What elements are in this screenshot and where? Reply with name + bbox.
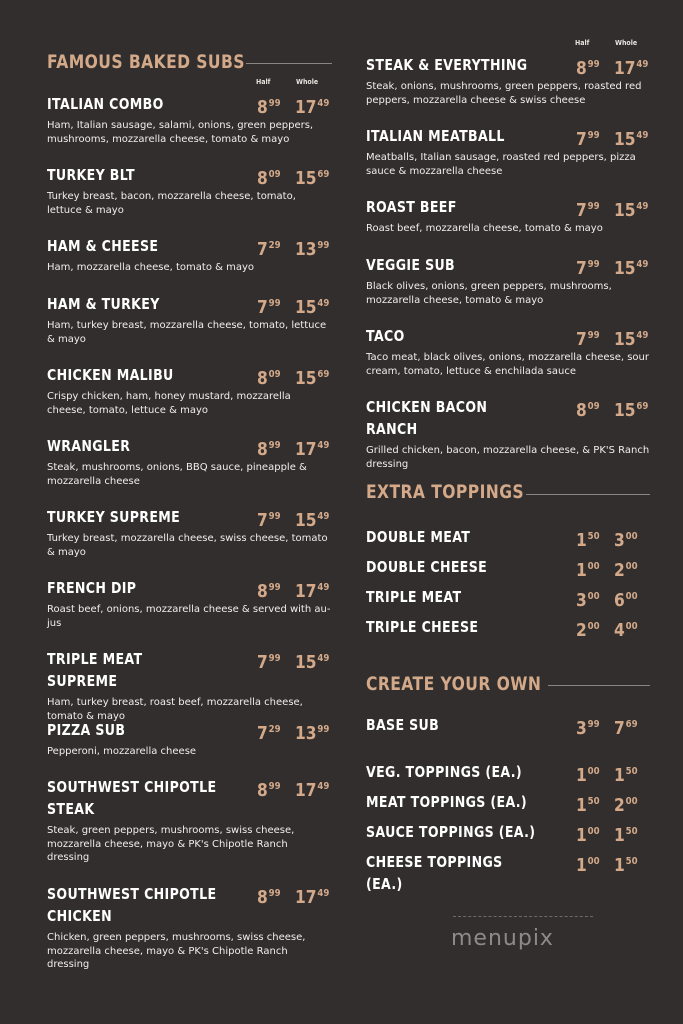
topping-item [366,616,656,640]
item-name: TRIPLE MEAT SUPREME [47,650,143,690]
item-name: VEG. TOPPINGS (EA.) [366,763,522,781]
item-description: Ham, Italian sausage, salami, onions, green peppers, mushrooms, mozzarella cheese, tomato & mayo [47,120,314,145]
item-description: Steak, mushrooms, onions, BBQ sauce, pineapple & mozzarella cheese [47,462,307,487]
price: $8^{99}$ [576,58,600,79]
item-name: FRENCH DIP [47,579,137,597]
menu-item [47,93,337,146]
price: $3^{00}$ [576,590,600,611]
menu-item [47,293,337,346]
menu-item [366,325,656,378]
price: $8^{09}$ [257,368,281,389]
topping-item [366,821,656,845]
section-divider [548,685,650,686]
menu-item [366,196,656,236]
watermark-text: menupix [451,926,554,951]
menu-item [366,125,656,178]
price: $15^{69}$ [614,400,649,421]
section-divider [246,63,332,64]
price: $1^{00}$ [576,765,600,786]
item-name: CHEESE TOPPINGS (EA.) [366,853,503,893]
item-description: Turkey breast, mozzarella cheese, swiss cheese, tomato & mayo [47,533,328,558]
price: $8^{99}$ [257,439,281,460]
item-name: VEGGIE SUB [366,256,456,274]
item-name: CHICKEN MALIBU [47,366,174,384]
price: $7^{99}$ [257,652,281,673]
price: $8^{99}$ [257,780,281,801]
item-description: Chicken, green peppers, mushrooms, swiss cheese, mozzarella cheese, mayo & PK's Chipotle Ranch dressing [47,932,306,970]
menu-item [47,719,337,759]
price: $7^{29}$ [257,723,281,744]
topping-item [366,556,656,580]
price: $15^{49}$ [614,258,649,279]
price: $2^{00}$ [614,795,638,816]
menu-item [47,235,337,275]
price: $15^{49}$ [614,200,649,221]
menu-item [47,435,337,488]
price: $1^{00}$ [576,560,600,581]
price: $17^{49}$ [295,581,330,602]
price: $4^{00}$ [614,620,638,641]
price: $6^{00}$ [614,590,638,611]
item-name: ROAST BEEF [366,198,457,216]
item-description: Pepperoni, mozzarella cheese [47,746,197,757]
item-description: Steak, onions, mushrooms, green peppers, roasted red peppers, mozzarella cheese & swiss cheese [366,81,642,106]
menu-item [366,254,656,307]
price: $7^{69}$ [614,718,638,739]
topping-item [366,714,656,738]
item-description: Taco meat, black olives, onions, mozzarella cheese, sour cream, tomato, lettuce & enchilada sauce [366,352,649,377]
item-name: DOUBLE MEAT [366,528,471,546]
menu-item [47,506,337,559]
half-header-right: Half [575,39,590,47]
item-name: SOUTHWEST CHIPOTLE CHICKEN [47,885,217,925]
topping-item [366,791,656,815]
item-description: Ham, mozzarella cheese, tomato & mayo [47,262,255,273]
price: $15^{49}$ [614,129,649,150]
price: $8^{99}$ [257,887,281,908]
menu-item [366,54,656,107]
section-title-create-your-own: CREATE YOUR OWN [366,673,542,695]
price: $13^{99}$ [295,723,330,744]
price: $1^{00}$ [576,855,600,876]
price: $1^{50}$ [614,855,638,876]
item-name: SOUTHWEST CHIPOTLE STEAK [47,778,217,818]
menu-item [47,648,337,723]
menu-item [47,883,337,972]
price: $17^{49}$ [295,887,330,908]
topping-item [366,586,656,610]
item-name: ITALIAN MEATBALL [366,127,505,145]
item-name: TURKEY BLT [47,166,135,184]
price: $15^{49}$ [295,652,330,673]
whole-header: Whole [296,78,319,86]
menu-item [47,364,337,417]
item-name: ITALIAN COMBO [47,95,164,113]
item-name: DOUBLE CHEESE [366,558,488,576]
menu-item [47,776,337,865]
item-name: MEAT TOPPINGS (EA.) [366,793,528,811]
price: $15^{69}$ [295,168,330,189]
price: $2^{00}$ [614,560,638,581]
whole-header-right: Whole [615,39,638,47]
price: $13^{99}$ [295,239,330,260]
item-description: Roast beef, onions, mozzarella cheese & served with au-jus [47,604,331,629]
price: $7^{99}$ [576,258,600,279]
item-name: CHICKEN BACON RANCH [366,398,488,438]
item-description: Steak, green peppers, mushrooms, swiss cheese, mozzarella cheese, mayo & PK's Chipotle Ranch dressing [47,825,295,863]
price: $1^{50}$ [614,765,638,786]
topping-item [366,526,656,550]
item-description: Grilled chicken, bacon, mozzarella cheese, & PK'S Ranch dressing [366,445,650,470]
price: $8^{09}$ [576,400,600,421]
menupix-watermark [443,916,623,976]
price: $7^{99}$ [576,200,600,221]
menu-item [47,577,337,630]
menu-item [47,164,337,217]
price: $17^{49}$ [295,97,330,118]
menu-item [366,396,656,471]
topping-item [366,851,656,893]
price: $7^{99}$ [576,329,600,350]
price: $1^{50}$ [614,825,638,846]
item-name: PIZZA SUB [47,721,126,739]
price: $2^{00}$ [576,620,600,641]
item-description: Ham, turkey breast, mozzarella cheese, tomato, lettuce & mayo [47,320,327,345]
item-description: Black olives, onions, green peppers, mushrooms, mozzarella cheese, tomato & mayo [366,281,612,306]
item-description: Ham, turkey breast, roast beef, mozzarella cheese, tomato & mayo [47,697,303,722]
price: $8^{09}$ [257,168,281,189]
price: $15^{49}$ [614,329,649,350]
item-name: HAM & CHEESE [47,237,159,255]
watermark-dashes [453,916,593,917]
price: $15^{49}$ [295,510,330,531]
topping-item [366,761,656,785]
item-name: HAM & TURKEY [47,295,160,313]
price: $1^{50}$ [576,795,600,816]
item-name: TRIPLE MEAT [366,588,462,606]
item-name: SAUCE TOPPINGS (EA.) [366,823,536,841]
price: $17^{49}$ [295,780,330,801]
item-name: BASE SUB [366,716,440,734]
item-description: Crispy chicken, ham, honey mustard, mozzarella cheese, tomato, lettuce & mayo [47,391,291,416]
price: $15^{69}$ [295,368,330,389]
item-name: TACO [366,327,405,345]
price: $1^{00}$ [576,825,600,846]
section-title-extra-toppings: EXTRA TOPPINGS [366,481,525,503]
section-title-famous-baked-subs: FAMOUS BAKED SUBS [47,51,245,73]
price: $1^{50}$ [576,530,600,551]
price: $7^{29}$ [257,239,281,260]
price: $3^{00}$ [614,530,638,551]
price: $7^{99}$ [257,297,281,318]
item-name: WRANGLER [47,437,131,455]
price: $17^{49}$ [614,58,649,79]
section-divider [526,494,650,495]
price: $17^{49}$ [295,439,330,460]
price: $8^{99}$ [257,97,281,118]
item-description: Turkey breast, bacon, mozzarella cheese, tomato, lettuce & mayo [47,191,296,216]
price: $3^{99}$ [576,718,600,739]
item-name: STEAK & EVERYTHING [366,56,528,74]
price: $15^{49}$ [295,297,330,318]
item-description: Meatballs, Italian sausage, roasted red peppers, pizza sauce & mozzarella cheese [366,152,636,177]
price: $8^{99}$ [257,581,281,602]
item-name: TURKEY SUPREME [47,508,181,526]
price: $7^{99}$ [257,510,281,531]
item-name: TRIPLE CHEESE [366,618,479,636]
half-header: Half [256,78,271,86]
item-description: Roast beef, mozzarella cheese, tomato & mayo [366,223,603,234]
price: $7^{99}$ [576,129,600,150]
